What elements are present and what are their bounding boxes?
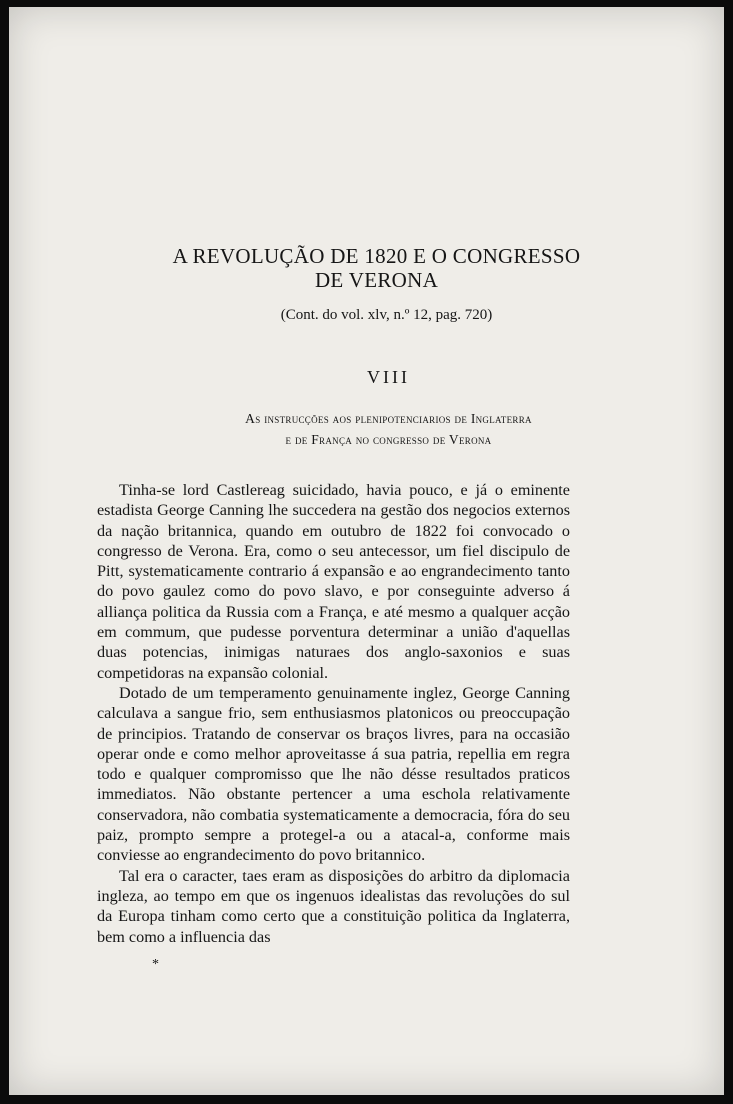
title-line-1: A REVOLUÇÃO DE 1820 E O CONGRESSO bbox=[172, 244, 581, 268]
paragraph-1: Tinha-se lord Castlereag suicidado, havia pouco, e já o eminente estadista George Canning lhe succedera na gestão dos negocios externos da nação britannica, quando em outubro de 1822 foi convocado o congresso de Verona. Era, como o seu antecessor, um fiel discipulo de Pitt, systematicamente contrario á expansão e ao engrandecimento tanto do povo gaulez como do povo slavo, e por conseguinte adverso á alliança politica da Russia com a França, e até mesmo a qualquer acção em commum, que pudesse porventura determinar a união d'aquellas duas potencias, inimigas naturaes dos anglo-saxonios e suas competidoras na expansão colonial. bbox=[97, 481, 570, 682]
paragraph-3: Tal era o caracter, taes eram as disposições do arbitro da diplomacia ingleza, ao tempo em que os ingenuos idealistas das revoluções do sul da Europa tinham como certo que a constituição politica da Inglaterra, bem como a influencia das bbox=[97, 866, 570, 946]
article-body bbox=[97, 480, 570, 947]
continuation-note: (Cont. do vol. xlv, n.º 12, pag. 720) bbox=[280, 307, 493, 323]
heading-line-2: e de França no congresso de Verona bbox=[285, 432, 492, 447]
section-heading bbox=[9, 408, 733, 450]
paragraph-2: Dotado de um temperamento genuinamente inglez, George Canning calculava a sangue frio, sem enthusiasmos platonicos ou preoccupação de principios. Tratando de conservar os braços livres, para na occasião operar onde e como melhor aproveitasse á sua patria, repellia em regra todo e qualquer compromisso que lhe não désse resultados praticos immediatos. Não obstante pertencer a uma eschola relativamente conservadora, não combatia systematicamente a democracia, fóra do seu paiz, prompto sempre a protegel-a ou a atacal-a, conforme mais conviesse ao engrandecimento do povo britannico. bbox=[97, 683, 570, 865]
heading-line-1: As instrucções aos plenipotenciarios de Inglaterra bbox=[245, 411, 532, 426]
article-title bbox=[9, 244, 724, 292]
signature-mark: * bbox=[152, 957, 159, 972]
title-line-2: DE VERONA bbox=[314, 268, 439, 292]
page bbox=[9, 7, 724, 1095]
section-number: VIII bbox=[367, 367, 410, 387]
